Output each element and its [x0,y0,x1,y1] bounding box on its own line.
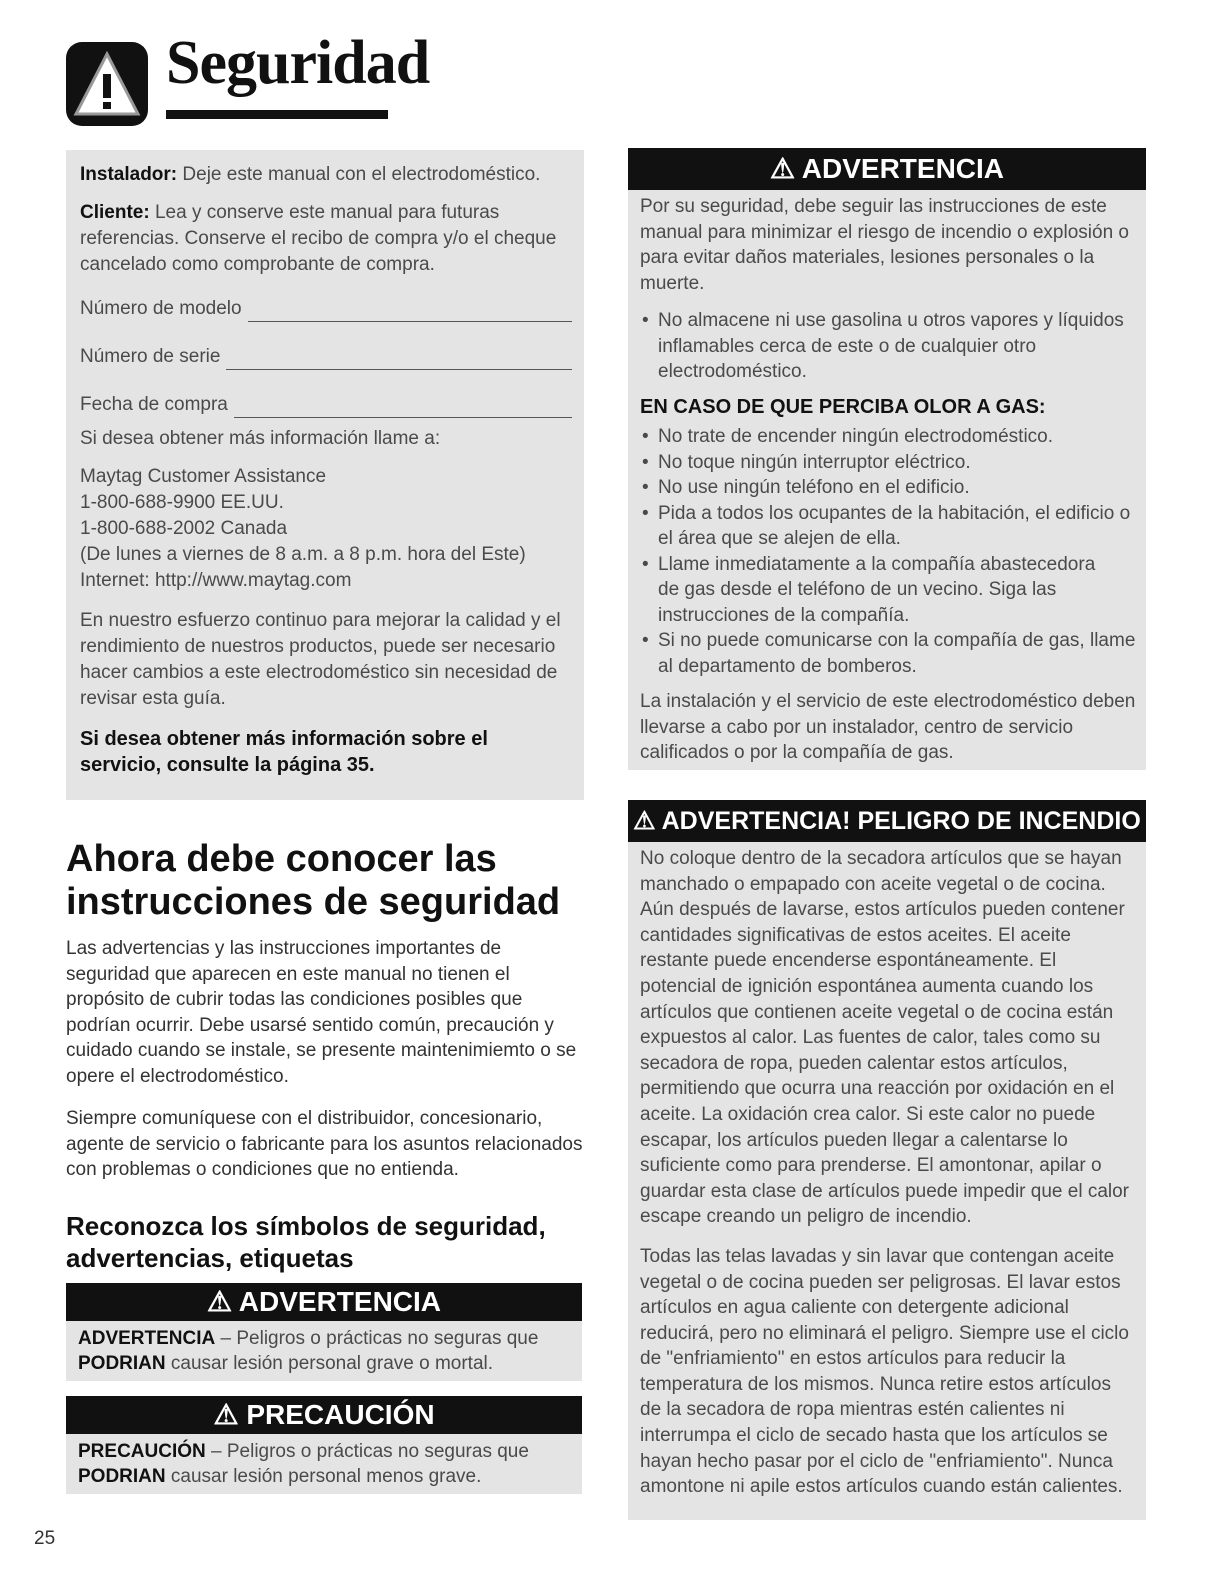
fire-warning-title-bar [628,800,1146,842]
warning-text: – Peligros o prácticas no seguras que [215,1328,539,1349]
list-item: • Llame inmediatamente a la compañía abastecedora de gas desde el teléfono de un vecino. Siga las instrucciones de la compañía. [640,552,1136,629]
installer-text: Deje este manual con el electrodoméstico. [182,164,541,185]
warning-sign-icon: ⚠ [633,807,662,835]
warning-end: causar lesión personal grave o mortal. [165,1353,494,1374]
warning-may: PODRIAN [78,1353,166,1374]
header-icon-badge [66,42,148,126]
warning-box-list [640,308,1136,385]
purchase-date-label: Fecha de compra [80,394,228,415]
caution-end: causar lesión personal menos grave. [165,1466,482,1487]
title-underline [166,110,388,119]
warning-sign-icon: ⚠ [213,1399,247,1430]
warning-term: ADVERTENCIA [78,1328,216,1349]
improvement-note: En nuestro esfuerzo continuo para mejorar la calidad y el rendimiento de nuestros productos, puede ser necesario hacer cambios a este electrodoméstico sin necesidad de revisar esta guía. [80,610,561,709]
contact-line: Maytag Customer Assistance [80,466,327,487]
installer-label: Instalador: [80,164,178,185]
list-item: • Pida a todos los ocupantes de la habitación, el edificio o el área que se alejen de ella. [640,501,1136,552]
intro-heading: Ahora debe conocer las instrucciones de seguridad [66,838,561,923]
intro-paragraph-2: Siempre comuníquese con el distribuidor, concesionario, agente de servicio o fabricante para los asuntos relacionados con problemas o condiciones que no entienda. [66,1108,583,1180]
page-number: 25 [34,1528,56,1549]
warning-label-bar [66,1283,582,1321]
caution-may: PODRIAN [78,1466,166,1487]
list-item: • No use ningún teléfono en el edificio. [640,475,1136,501]
symbols-subheading: Reconozca los símbolos de seguridad, advertencias, etiquetas [66,1211,546,1273]
caution-label-bar [66,1396,582,1434]
caution-label-title: PRECAUCIÓN [246,1399,435,1430]
list-item: • Si no puede comunicarse con la compañía de gas, llame al departamento de bomberos. [640,628,1136,679]
warning-triangle-icon [66,42,148,126]
gas-heading: EN CASO DE QUE PERCIBA OLOR A GAS: [640,395,1046,418]
list-item: • No almacene ni use gasolina u otros vapores y líquidos inflamables cerca de este o de cualquier otro electrodoméstico. [640,308,1136,385]
purchase-date-field [80,392,572,418]
serial-number-label: Número de serie [80,346,221,367]
contact-line: Internet: http://www.maytag.com [80,570,352,591]
fire-warning-box [628,842,1146,1520]
page-title: Seguridad [166,29,430,97]
serial-number-field [80,344,572,370]
warning-sign-icon: ⚠ [206,1286,239,1317]
warning-label-title: ADVERTENCIA [238,1286,442,1317]
gas-steps-list [640,424,1136,679]
caution-term: PRECAUCIÓN [78,1441,206,1462]
customer-text: Lea y conserve este manual para futuras referencias. Conserve el recibo de compra y/o el cheque cancelado como comprobante de compra. [80,202,557,275]
info-box [66,150,584,800]
model-number-label: Número de modelo [80,298,242,319]
warning-box-title: ADVERTENCIA [801,153,1005,184]
model-number-field [80,296,572,322]
warning-sign-icon: ⚠ [769,153,802,184]
more-info-text: Si desea obtener más información llame a: [80,428,441,449]
customer-label: Cliente: [80,202,150,223]
fire-warning-title: ADVERTENCIA! PELIGRO DE INCENDIO [661,807,1141,835]
warning-box-title-bar [628,148,1146,190]
customer-note [80,200,572,278]
caution-definition [66,1434,582,1494]
warning-box [628,190,1146,770]
contact-line: 1-800-688-2002 Canada [80,518,288,539]
installer-note [80,162,572,188]
installation-note: La instalación y el servicio de este electrodoméstico deben llevarse a cabo por un instalador, centro de servicio calificados o por la compañía de gas. [640,691,1136,763]
contact-line: 1-800-688-9900 EE.UU. [80,492,284,513]
fire-warning-paragraph-2: Todas las telas lavadas y sin lavar que contengan aceite vegetal o de cocina pueden ser peligrosas. El lavar estos artículos en agua caliente con detergente adicional reducirá, pero no eliminará el peligro. Siempre use el ciclo de "enfriamiento" en estos artículos para reducir la temperatura de los mismos. Nunca retire estos artículos de la secadora de ropa mientras estén calientes ni interrumpa el ciclo de secado hasta que los artículos se hayan hecho pasar por el ciclo de "enfriamiento". Nunca amontone ni apile estos artículos cuando están calientes. [640,1245,1129,1498]
intro-paragraph-1: Las advertencias y las instrucciones importantes de seguridad que aparecen en este manual no tienen el propósito de cubrir todas las condiciones posibles que podrían ocurrir. Debe usarsé sentido común, precaución y cuidado cuando se instale, se presente maintenimiemto o se opere el electrodoméstico. [66,938,577,1087]
service-reference: Si desea obtener más información sobre el servicio, consulte la página 35. [80,728,488,776]
warning-definition [66,1321,582,1381]
warning-box-intro: Por su seguridad, debe seguir las instrucciones de este manual para minimizar el riesgo de incendio o explosión o para evitar daños materiales, lesiones personales o la muerte. [640,196,1129,294]
list-item: • No toque ningún interruptor eléctrico. [640,450,1136,476]
list-item: • No trate de encender ningún electrodoméstico. [640,424,1136,450]
contact-line: (De lunes a viernes de 8 a.m. a 8 p.m. hora del Este) [80,544,526,565]
fire-warning-paragraph-1: No coloque dentro de la secadora artículos que se hayan manchado o empapado con aceite vegetal o de cocina. Aún después de lavarse, estos artículos pueden contener cantidades significativas de estos aceites. El aceite restante puede encenderse espontáneamente. El potencial de ignición espontánea aumenta cuando los artículos que contienen aceite vegetal o de cocina están expuestos al calor. Las fuentes de calor, tales como su secadora de ropa, pueden calentar estos artículos, permitiendo que ocurra una reacción por oxidación en el aceite. La oxidación crea calor. Si este calor no puede escapar, los artículos pueden llegar a calentarse lo suficiente como para prenderse. El amontonar, apilar o guardar esta clase de artículos puede impedir que el calor escape creando un peligro de incendio. [640,848,1130,1228]
caution-text: – Peligros o prácticas no seguras que [205,1441,529,1462]
contact-block [80,464,572,594]
